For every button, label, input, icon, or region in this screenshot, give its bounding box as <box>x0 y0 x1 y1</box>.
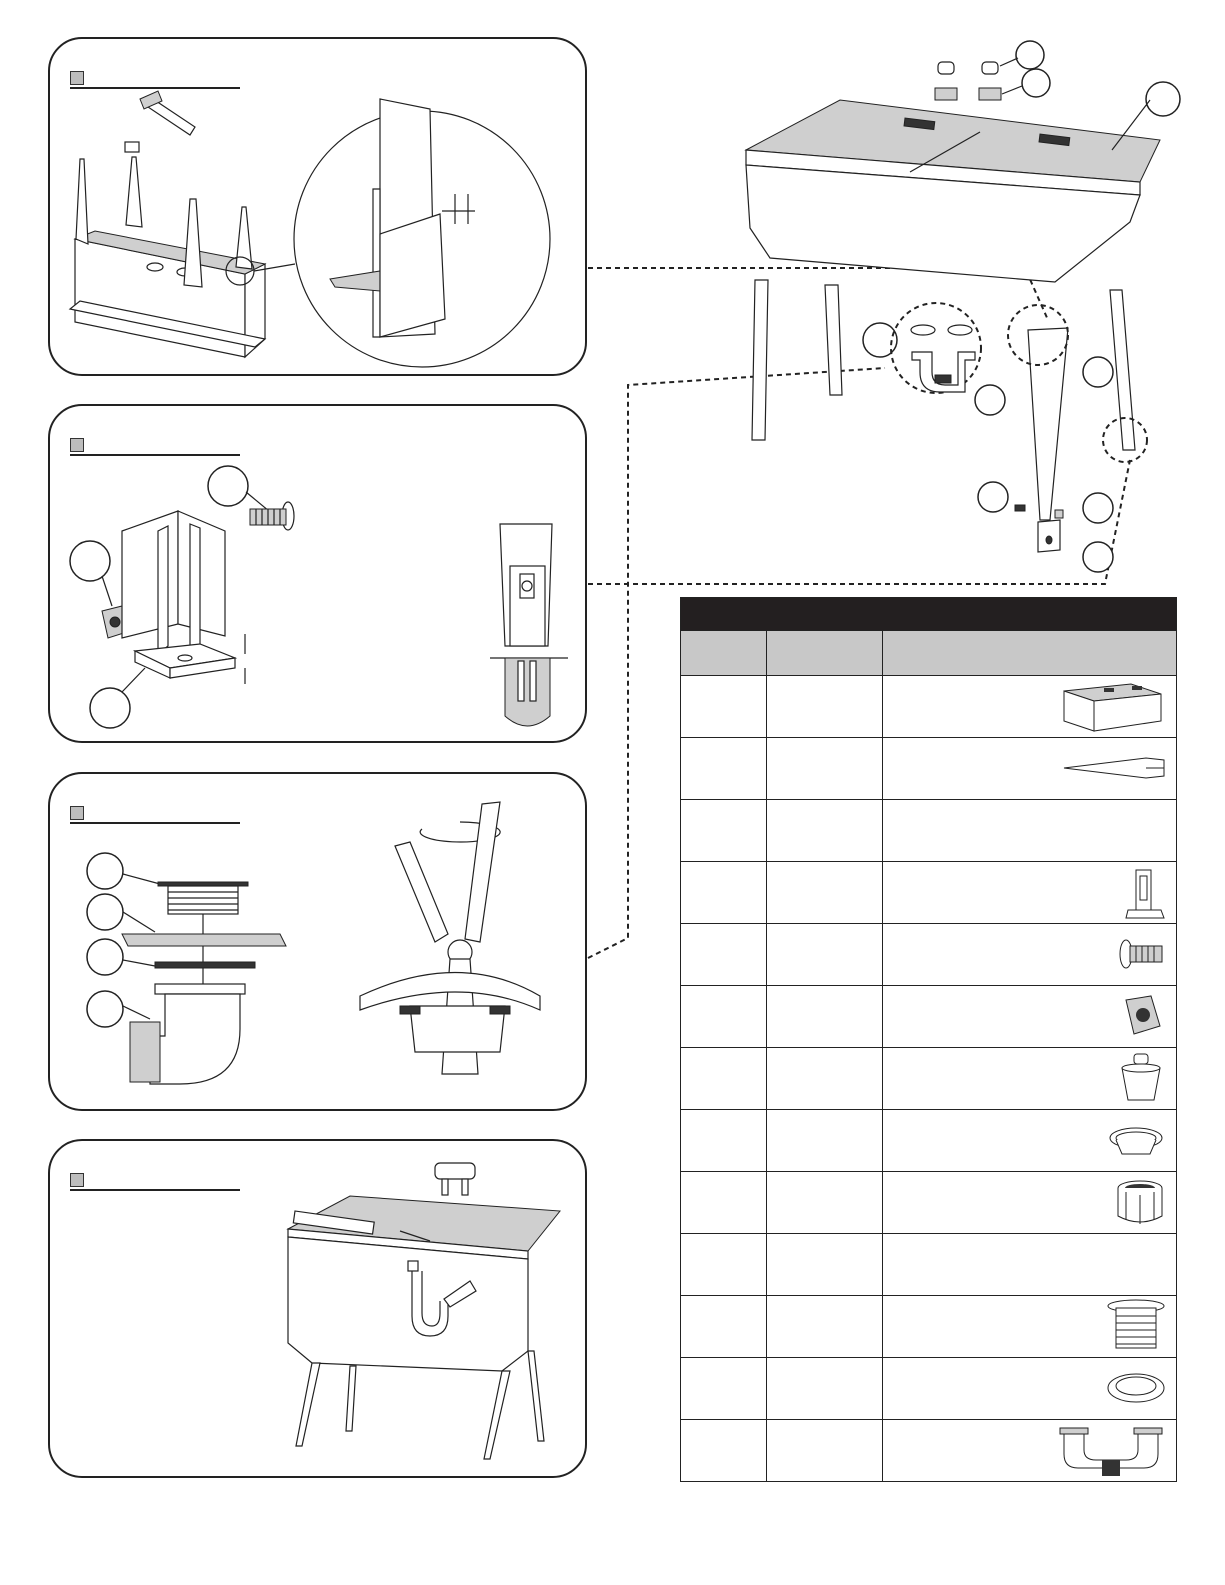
qty-cell <box>767 676 883 738</box>
leg-back-left <box>825 285 842 395</box>
parts-table-title-row <box>681 598 1177 631</box>
item-cell <box>681 1420 767 1482</box>
callout-nut <box>70 541 110 581</box>
leg-icon <box>1056 738 1166 799</box>
table-row <box>681 924 1177 986</box>
bracket-drawing <box>122 511 245 684</box>
table-row <box>681 1234 1177 1296</box>
square-nut-icon <box>1056 986 1166 1047</box>
item-cell <box>681 1296 767 1358</box>
description-cell <box>883 1420 1177 1482</box>
drain-strainer-icon <box>1056 1296 1166 1357</box>
qty-cell <box>767 738 883 800</box>
assembled-sink-drawing <box>288 1163 560 1459</box>
table-row <box>681 1172 1177 1234</box>
item-cell <box>681 1172 767 1234</box>
table-row <box>681 1420 1177 1482</box>
description-cell <box>883 1172 1177 1234</box>
inverted-tub-drawing <box>70 91 265 357</box>
qty-cell <box>767 1296 883 1358</box>
table-row <box>681 1110 1177 1172</box>
twin-drain-assembly-icon <box>1056 1420 1166 1481</box>
description-cell <box>883 1234 1177 1296</box>
item-cell <box>681 1110 767 1172</box>
table-row <box>681 738 1177 800</box>
parts-table-header-row <box>681 631 1177 676</box>
item-cell <box>681 1048 767 1110</box>
step-2-panel <box>48 404 587 743</box>
parts-table-title <box>681 598 1177 631</box>
item-cell <box>681 800 767 862</box>
callout-nut-main <box>1083 493 1113 523</box>
callout-drain-assembly <box>975 385 1005 415</box>
qty-cell <box>767 800 883 862</box>
description-cell <box>883 738 1177 800</box>
tub-icon <box>1056 676 1166 737</box>
tub-main-drawing <box>746 100 1160 282</box>
step-4-panel <box>48 1139 587 1478</box>
step-4-illustration <box>50 1141 585 1476</box>
bracket-detail-marker <box>1103 418 1147 462</box>
qty-cell <box>767 1234 883 1296</box>
table-row <box>681 800 1177 862</box>
description-cell <box>883 1110 1177 1172</box>
step-1-panel <box>48 37 587 376</box>
connector-step-1 <box>588 268 1048 320</box>
pliers-drawing <box>360 802 540 1074</box>
description-cell <box>883 862 1177 924</box>
description-cell <box>883 676 1177 738</box>
item-cell <box>681 1234 767 1296</box>
description-cell <box>883 986 1177 1048</box>
callout-elbow <box>87 991 123 1027</box>
washer-icon <box>1056 1358 1166 1419</box>
qty-cell <box>767 986 883 1048</box>
item-cell <box>681 986 767 1048</box>
qty-cell <box>767 862 883 924</box>
leg-front-right <box>1028 328 1068 520</box>
callout-drain-ring <box>863 323 897 357</box>
table-row <box>681 1358 1177 1420</box>
callout-bolt <box>208 466 248 506</box>
description-cell <box>883 800 1177 862</box>
header-qty <box>767 631 883 676</box>
bolt-icon <box>1056 924 1166 985</box>
leg-bracket-icon <box>1056 862 1166 923</box>
description-cell <box>883 1048 1177 1110</box>
step-1-illustration <box>50 39 585 374</box>
description-cell <box>883 924 1177 986</box>
table-row <box>681 676 1177 738</box>
item-cell <box>681 862 767 924</box>
item-cell <box>681 676 767 738</box>
table-row <box>681 1048 1177 1110</box>
qty-cell <box>767 1110 883 1172</box>
qty-cell <box>767 1048 883 1110</box>
leg-detail-marker <box>1008 305 1068 365</box>
callout-plug <box>1016 41 1044 69</box>
header-item <box>681 631 767 676</box>
gasket-ring-icon <box>1056 1110 1166 1171</box>
step-3-panel <box>48 772 587 1111</box>
qty-cell <box>767 1420 883 1482</box>
header-description <box>883 631 1177 676</box>
leg-anchor-drawing <box>490 524 568 726</box>
callout-bracket-main <box>1083 542 1113 572</box>
exploded-drain-drawing <box>122 882 286 1084</box>
step-3-illustration <box>50 774 585 1109</box>
drain-plug-icon <box>1056 1048 1166 1109</box>
item-cell <box>681 924 767 986</box>
bolt-drawing <box>250 502 294 530</box>
description-cell <box>883 1296 1177 1358</box>
table-row <box>681 862 1177 924</box>
step-2-illustration <box>50 406 585 741</box>
callout-tub <box>1146 82 1180 116</box>
magnified-detail <box>294 99 550 367</box>
qty-cell <box>767 1172 883 1234</box>
leg-front-left <box>752 280 768 440</box>
callout-bracket <box>90 688 130 728</box>
callout-nut-top <box>1022 69 1050 97</box>
qty-cell <box>767 1358 883 1420</box>
item-cell <box>681 738 767 800</box>
parts-table <box>680 597 1177 1482</box>
qty-cell <box>767 924 883 986</box>
item-cell <box>681 1358 767 1420</box>
callout-bolt-main <box>978 482 1008 512</box>
drain-assembly-main <box>891 303 981 393</box>
leg-back-right <box>1110 290 1135 450</box>
callout-strainer <box>87 853 123 889</box>
description-cell <box>883 1358 1177 1420</box>
table-row <box>681 986 1177 1048</box>
table-row <box>681 1296 1177 1358</box>
callout-leg <box>1083 357 1113 387</box>
connector-step-2 <box>588 460 1130 584</box>
callout-tub-section <box>87 894 123 930</box>
callout-gasket <box>87 939 123 975</box>
threaded-nut-icon <box>1056 1172 1166 1233</box>
